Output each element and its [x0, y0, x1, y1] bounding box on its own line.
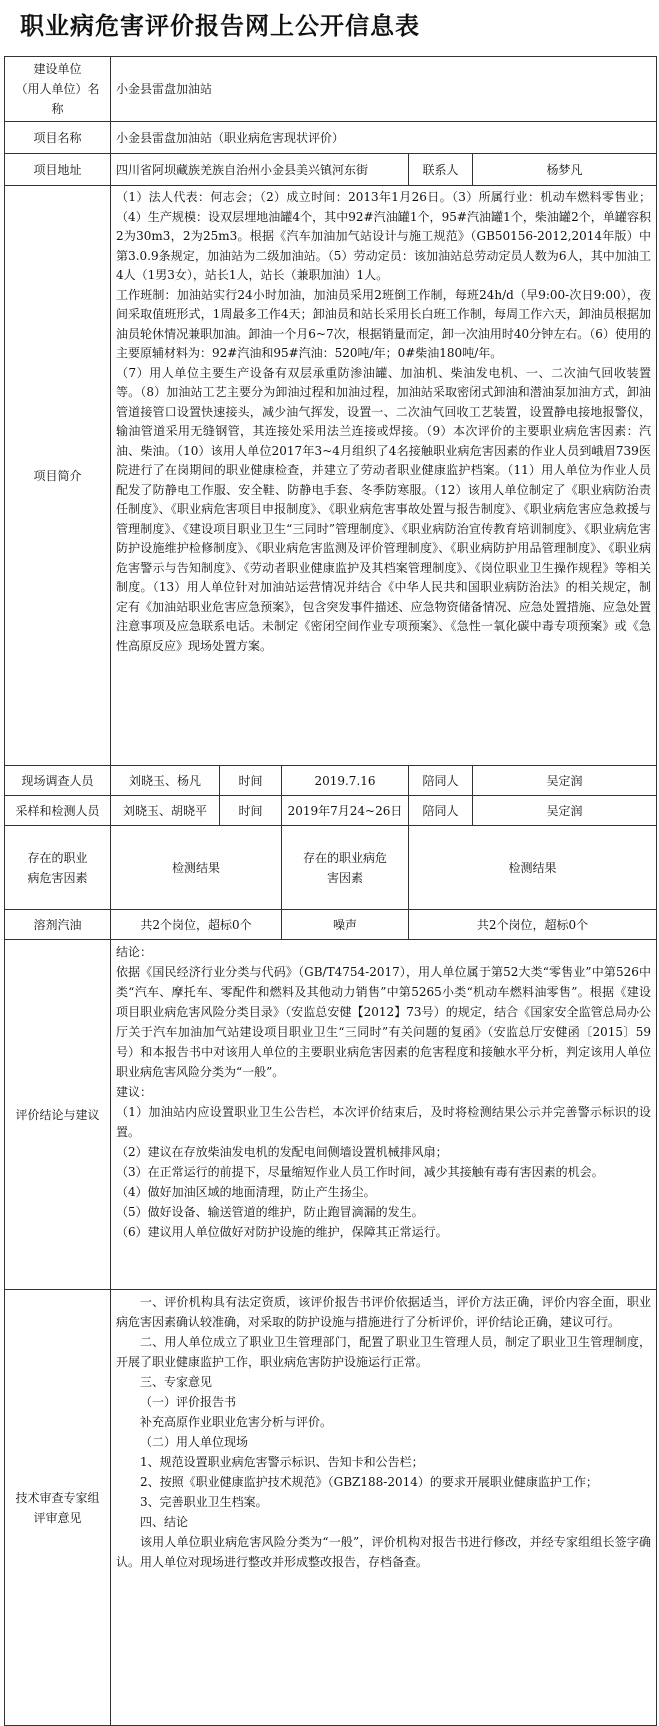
sample-value: 刘晓玉、胡晓平	[111, 796, 220, 826]
survey-escort-label: 陪同人	[409, 766, 473, 796]
sample-escort-label: 陪同人	[409, 796, 473, 826]
review-line: 三、专家意见	[140, 1375, 213, 1389]
survey-time-label: 时间	[220, 766, 282, 796]
hazard-1: 溶剂汽油	[5, 910, 111, 940]
review-line: （一）评价报告书	[140, 1395, 237, 1409]
review-line: 2、按照《职业健康监护技术规范》（GBZ188-2014）的要求开展职业健康监护工作；	[140, 1475, 598, 1489]
unit-value: 小金县雷盘加油站	[111, 57, 657, 122]
result-2: 共2个岗位，超标0个	[409, 910, 657, 940]
intro-paragraph: 工作班制：加油站实行24小时加油，加油员采用2班倒工作制，每班24h/d（早9:00-次日9:00），夜间采取值班形式，1周最多工作4天；卸油员和站长采用长白班工作制，每周工作六天，卸油员根据加油员轮休情况兼职加油。卸油一个月6~7次，根据销量而定，卸一次油用时40分钟左右。（6）使用的主要原辅材料为：92#汽油和95#汽油：520吨/年；0#柴油180吨/年。	[116, 287, 652, 360]
unit-label: 建设单位 （用人单位）名称	[5, 57, 111, 122]
sample-escort-value: 吴定润	[473, 796, 657, 826]
survey-escort-value: 吴定润	[473, 766, 657, 796]
review-line: 四、结论	[140, 1515, 189, 1529]
conclusion-body	[111, 940, 657, 1290]
review-line: 该用人单位职业病危害风险分类为“一般”，评价机构对报告书进行修改，并经专家组组长签字确认。用人单位对现场进行整改并形成整改报告，存档备查。	[116, 1535, 652, 1569]
intro-body	[111, 186, 657, 766]
result-header-1: 检测结果	[111, 826, 282, 910]
review-line: 补充高原作业职业危害分析与评价。	[140, 1415, 333, 1429]
survey-time-value: 2019.7.16	[282, 766, 409, 796]
info-table	[4, 56, 657, 1726]
conclusion-line: （5）做好设备、输送管道的维护，防止跑冒滴漏的发生。	[116, 1205, 424, 1219]
review-line: 一、评价机构具有法定资质，该评价报告书评价依据适当，评价方法正确，评价内容全面，职业病危害因素确认较准确，对采取的防护设施与措施进行了分析评价，评价结论正确，建议可行。	[116, 1295, 652, 1329]
review-line: 二、用人单位成立了职业卫生管理部门，配置了职业卫生管理人员，制定了职业卫生管理制度，开展了职业健康监护工作，职业病危害防护设施运行正常。	[116, 1335, 652, 1369]
result-header-2: 检测结果	[409, 826, 657, 910]
survey-label: 现场调查人员	[5, 766, 111, 796]
contact-value: 杨梦凡	[473, 154, 657, 186]
intro-paragraph: （1）法人代表：何志会；（2）成立时间：2013年1月26日。（3）所属行业：机动车燃料零售业；（4）生产规模：设双层埋地油罐4个，其中92#汽油罐1个，95#汽油罐1个，柴油罐2个，单罐容积2为30m3，2为25m3。根据《汽车加油加气站设计与施工规范》（GB50156-2012,2014年版）中第3.0.9条规定，加油站为二级加油站。（5）劳动定员：该加油站总劳动定员人数为6人，其中加油工4人（1男3女），站长1人，站长（兼职加油）1人。	[116, 190, 652, 282]
sample-time-label: 时间	[220, 796, 282, 826]
conclusion-line: （2）建议在存放柴油发电机的发配电间侧墙设置机械排风扇；	[116, 1145, 448, 1159]
conclusion-line: （1）加油站内应设置职业卫生公告栏，本次评价结束后，及时将检测结果公示并完善警示标识的设置。	[116, 1105, 652, 1139]
intro-label: 项目简介	[5, 186, 111, 766]
sample-time-value: 2019年7月24~26日	[282, 796, 409, 826]
intro-paragraph: （7）用人单位主要生产设备有双层承重防渗油罐、加油机、柴油发电机、一、二次油气回收装置等。（8）加油站工艺主要分为卸油过程和加油过程，加油站采取密闭式卸油和潜油泵加油方式，卸油管道接管口设置快速接头，减少油气挥发，设置一、二次油气回收工艺装置，设置静电接地报警仪，输油管道采用无缝钢管，其连接处采用法兰连接或焊接。（9）本次评价的主要职业病危害因素：汽油、柴油。（10）该用人单位2017年3~4月组织了4名接触职业病危害因素的作业人员到峨眉739医院进行了在岗期间的职业健康检查，并建立了劳动者职业健康监护档案。（11）用人单位为作业人员配发了防静电工作服、安全鞋、防静电手套、冬季防寒服。（12）该用人单位制定了《职业病防治责任制度》、《职业病危害项目申报制度》、《职业病危害事故处置与报告制度》、《职业病危害应急救援与管理制度》、《建设项目职业卫生“三同时”管理制度》、《职业病防治宣传教育培训制度》、《职业病危害防护设施维护检修制度》、《职业病危害监测及评价管理制度》、《职业病防护用品管理制度》、《职业病危害警示与告知制度》、《劳动者职业健康监护及其档案管理制度》、《岗位职业卫生操作规程》等相关制度。（13）用人单位针对加油站运营情况并结合《中华人民共和国职业病防治法》的相关规定，制定有《加油站职业危害应急预案》，包含突发事件描述、应急物资储备情况、应急处置措施、应急处置注意事项及应急联系电话。未制定《密闭空间作业专项预案》、《急性一氧化碳中毒专项预案》或《急性高原反应》现场处置方案。	[116, 365, 652, 653]
project-label: 项目名称	[5, 122, 111, 154]
survey-value: 刘晓玉、杨凡	[111, 766, 220, 796]
conclusion-line: 结论：	[116, 945, 153, 959]
conclusion-label: 评价结论与建议	[5, 940, 111, 1290]
review-line: 3、完善职业卫生档案。	[140, 1495, 268, 1509]
conclusion-line: （4）做好加油区域的地面清理，防止产生扬尘。	[116, 1185, 376, 1199]
review-label: 技术审查专家组 评审意见	[5, 1290, 111, 1726]
review-line: （二）用人单位现场	[140, 1435, 249, 1449]
project-value: 小金县雷盘加油站（职业病危害现状评价）	[111, 122, 657, 154]
hazard-2: 噪声	[282, 910, 409, 940]
review-line: 1、规范设置职业病危害警示标识、告知卡和公告栏；	[140, 1455, 424, 1469]
page-title: 职业病危害评价报告网上公开信息表	[20, 12, 420, 40]
conclusion-line: 依据《国民经济行业分类与代码》（GB/T4754-2017），用人单位属于第52大类“零售业”中第526中类“汽车、摩托车、零配件和燃料及其他动力销售”中第5265小类“机动车燃料油零售”。根据《建设项目职业病危害风险分类目录》（安监总安健【2012】73号）的规定，结合《国家安全监管总局办公厅关于汽车加油加气站建设项目职业卫生“三同时”有关问题的复函》（安监总厅安健函〔2015〕59号）和本报告书中对该用人单位的主要职业病危害因素的危害程度和接触水平分析，判定该用人单位职业病危害风险分类为“一般”。	[116, 965, 652, 1079]
result-1: 共2个岗位，超标0个	[111, 910, 282, 940]
address-value: 四川省阿坝藏族羌族自治州小金县美兴镇河东街	[111, 154, 409, 186]
review-body	[111, 1290, 657, 1726]
hazard-header-2: 存在的职业病危 害因素	[282, 826, 409, 910]
conclusion-line: （3）在正常运行的前提下，尽量缩短作业人员工作时间，减少其接触有毒有害因素的机会。	[116, 1165, 604, 1179]
address-label: 项目地址	[5, 154, 111, 186]
sample-label: 采样和检测人员	[5, 796, 111, 826]
conclusion-line: 建议：	[116, 1085, 153, 1099]
contact-label: 联系人	[409, 154, 473, 186]
hazard-header-1: 存在的职业 病危害因素	[5, 826, 111, 910]
conclusion-line: （6）建议用人单位做好对防护设施的维护，保障其正常运行。	[116, 1225, 448, 1239]
